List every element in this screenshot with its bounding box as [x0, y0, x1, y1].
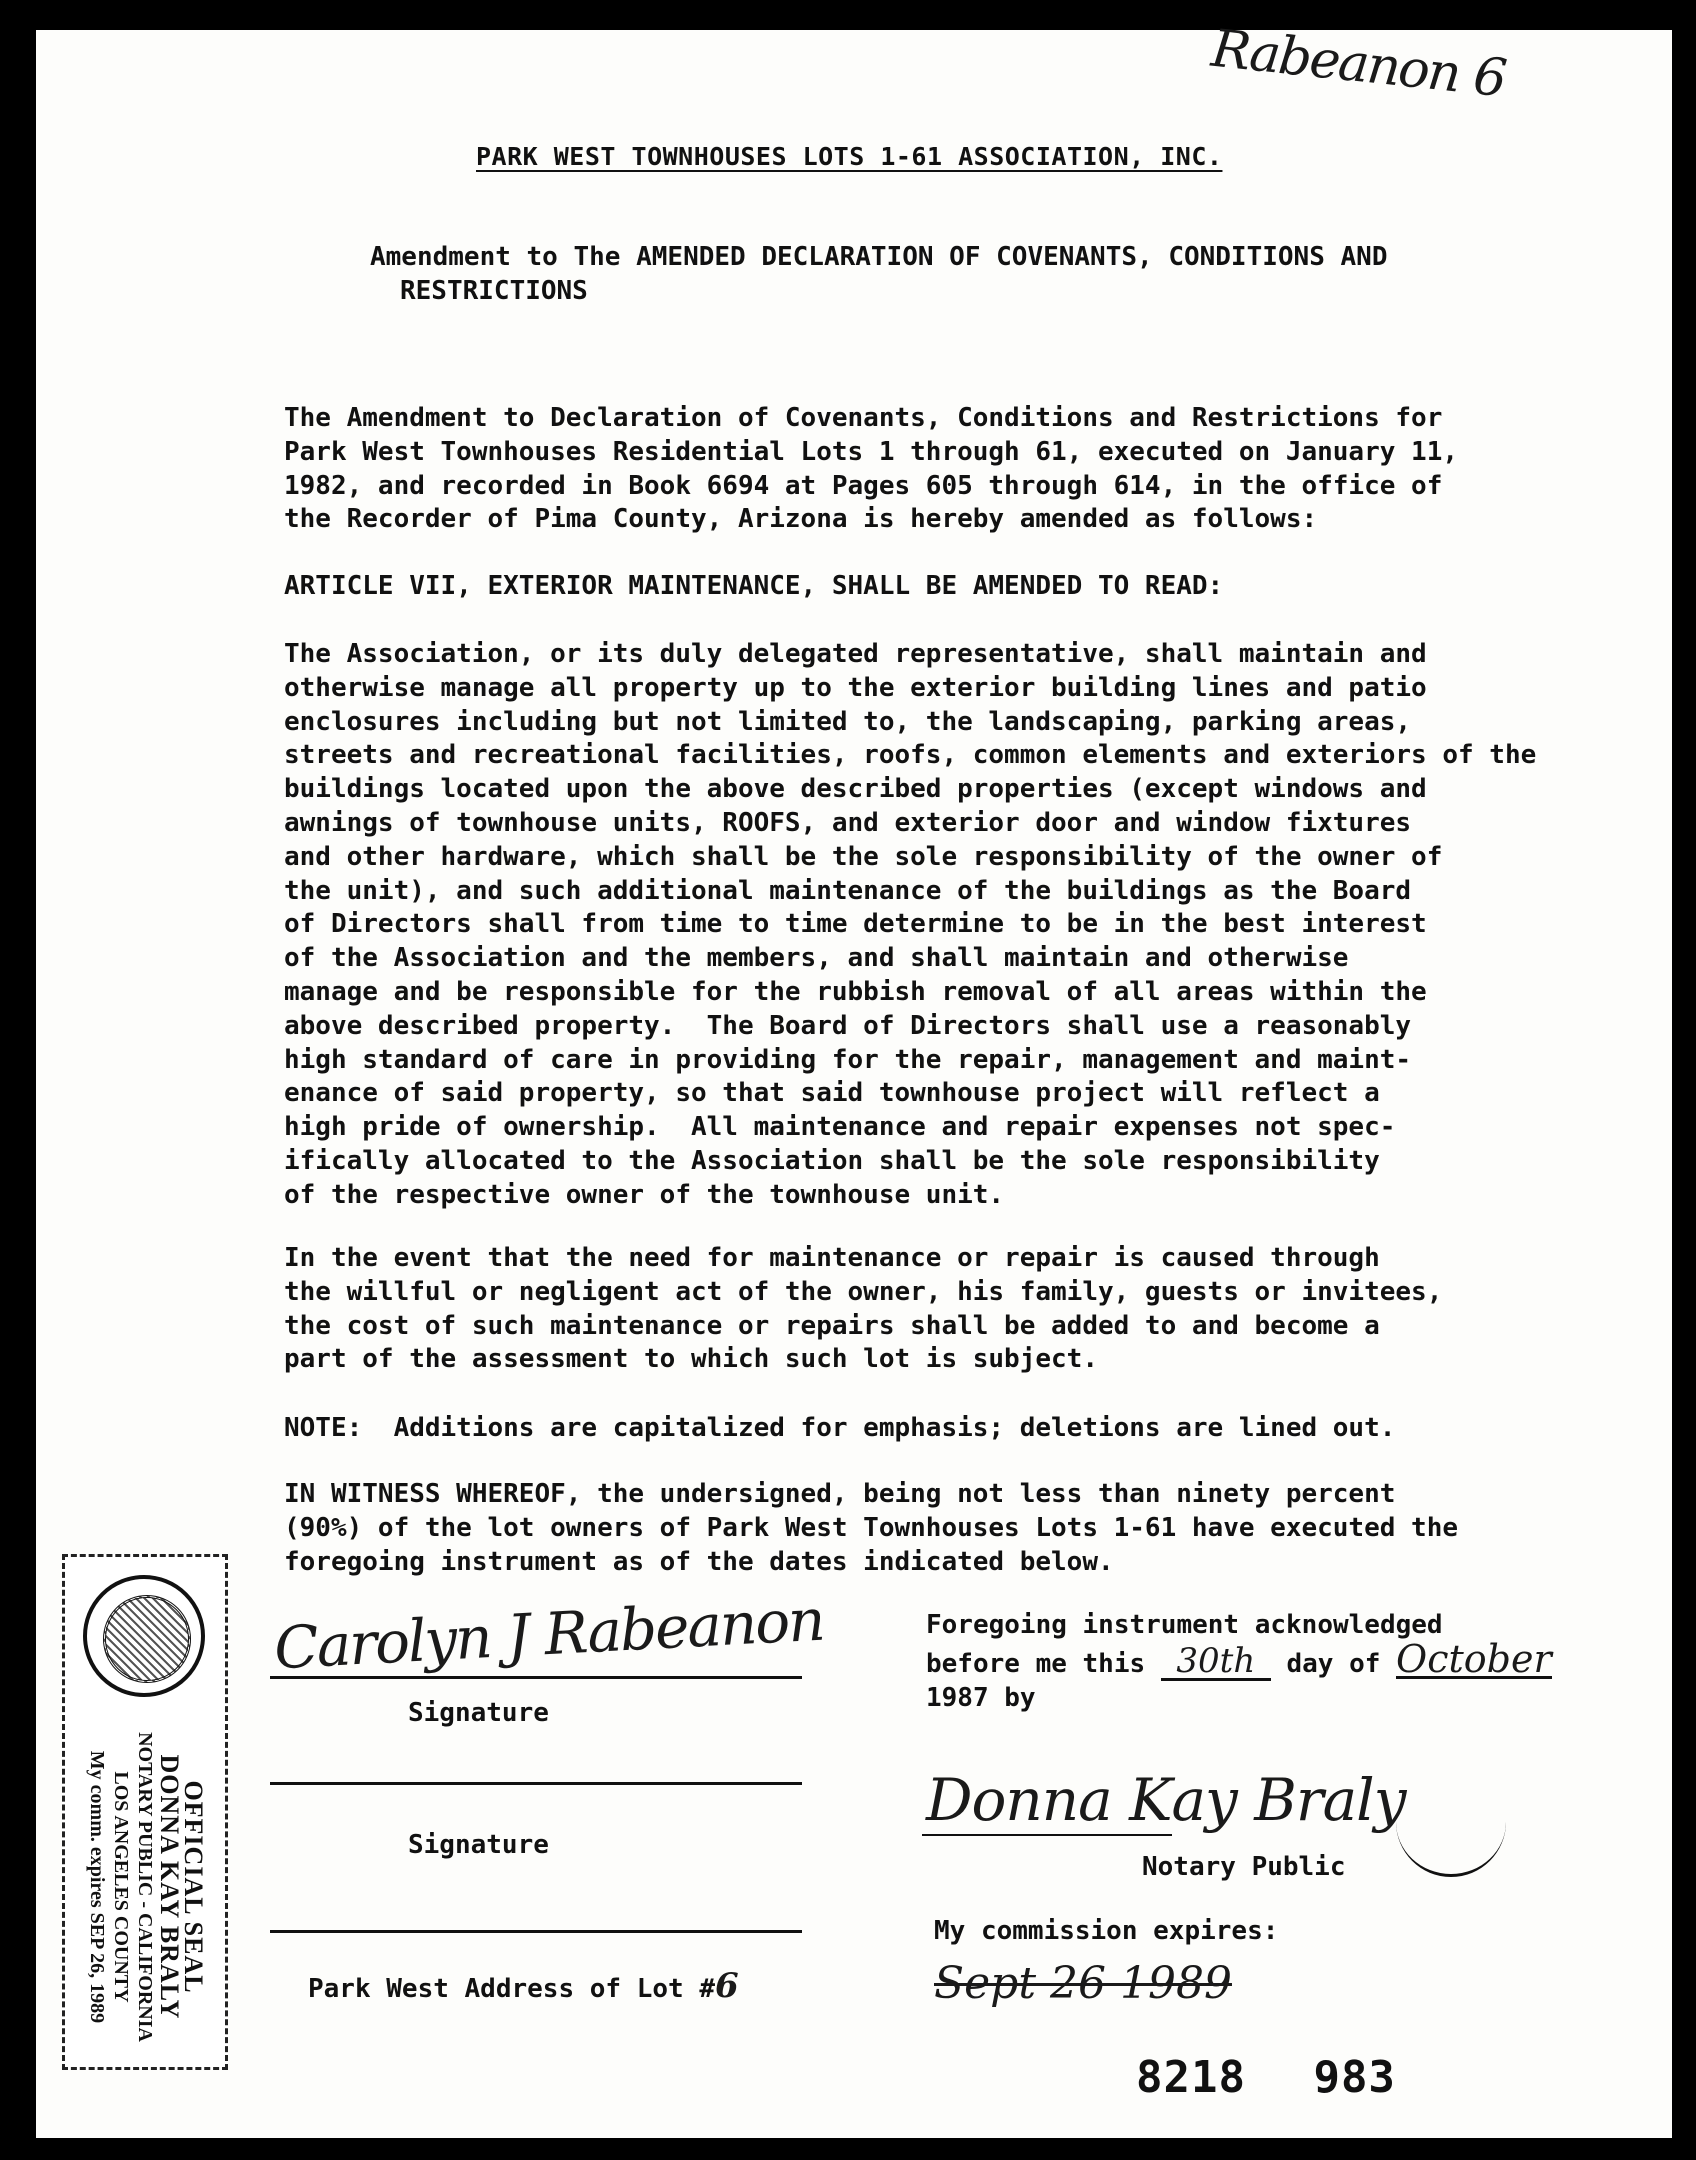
notary-signature-line [922, 1834, 1172, 1836]
note-paragraph: NOTE: Additions are capitalized for emphasis; deletions are lined out. [284, 1413, 1396, 1443]
notary-seal-stamp [62, 1554, 228, 2070]
handwritten-header-note: Rabeanon 6 [1208, 18, 1508, 110]
commission-label: My commission expires: [934, 1916, 1279, 1946]
ack-line-3: 1987 by [926, 1683, 1036, 1713]
seal-text-block [85, 1722, 208, 2052]
seal-line-5: My comm. expires SEP 26, 1989 [86, 1750, 108, 2024]
commission-date: Sept 26 1989 [934, 1958, 1232, 2009]
address-label [308, 1966, 739, 2006]
notary-flourish [1396, 1822, 1506, 1877]
signature-line-1 [270, 1676, 802, 1679]
ack-day: 30th [1161, 1644, 1271, 1681]
signature-label-2: Signature [408, 1830, 549, 1860]
subtitle-line-2: RESTRICTIONS [400, 276, 588, 306]
record-numbers: 8218 983 [1136, 2052, 1396, 2103]
article-heading: ARTICLE VII, EXTERIOR MAINTENANCE, SHALL BE AMENDED TO READ: [284, 571, 1224, 601]
seal-line-2: DONNA KAY BRALY [155, 1754, 184, 2020]
ack-line-2-mid: day of [1286, 1649, 1381, 1679]
ack-line-2 [926, 1637, 1552, 1681]
address-lot-number: 6 [715, 1966, 739, 2006]
seal-line-3: NOTARY PUBLIC - CALIFORNIA [134, 1732, 156, 2042]
seal-line-1: OFFICIAL SEAL [179, 1780, 208, 1994]
state-seal-emblem [83, 1575, 205, 1697]
event-paragraph: In the event that the need for maintenance or repair is caused through the willful or negligent act of the owner, his family, guests or invitees, the cost of such maintenance or repairs shall be added to and become a part of the assessment to which such lot is subject. [284, 1243, 1443, 1375]
ack-line-2-prefix: before me this [926, 1649, 1146, 1679]
ack-line-1: Foregoing instrument acknowledged [926, 1610, 1443, 1640]
address-label-text: Park West Address of Lot # [308, 1974, 715, 2004]
document-subtitle [370, 240, 1550, 308]
witness-paragraph: IN WITNESS WHEREOF, the undersigned, being not less than ninety percent (90%) of the lot owners of Park West Townhouses Lots 1-61 have executed the foregoing instrument as of the dates indicated below. [284, 1479, 1458, 1577]
signature-label-1: Signature [408, 1698, 549, 1728]
address-line [270, 1930, 802, 1933]
subtitle-line-1: Amendment to The AMENDED DECLARATION OF COVENANTS, CONDITIONS AND [370, 242, 1388, 272]
seal-line-4: LOS ANGELES COUNTY [110, 1771, 132, 2003]
document-title: PARK WEST TOWNHOUSES LOTS 1-61 ASSOCIATION, INC. [476, 142, 1223, 171]
acknowledgment-block [926, 1608, 1552, 1715]
notary-signature: Donna Kay Braly [926, 1766, 1406, 1834]
article-paragraph: The Association, or its duly delegated representative, shall maintain and otherwise manage all property up to the exterior building lines and patio enclosures including but not limited to, the landscaping, parking areas, streets and recreational facilities, roofs, common elements and exteriors of the buildings located upon the above described properties (except windows and awnings of townhouse units, ROOFS, and exterior door and window fixtures and other hardware, which shall be the sole responsibility of the owner of the unit), and such additional maintenance of the buildings as the Board of Directors shall from time to time determine to be in the best interest of the Association and the members, and shall maintain and otherwise manage and be responsible for the rubbish removal of all areas within the above described property. The Board of Directors shall use a reasonably high standard of care in providing for the repair, management and maint- enance of said property, so that said townhouse project will reflect a high pride of ownership. All maintenance and repair expenses not spec- ifically allocated to the Association shall be the sole responsibility of the respective owner of the townhouse unit. [284, 639, 1537, 1210]
intro-paragraph: The Amendment to Declaration of Covenants, Conditions and Restrictions for Park West Townhouses Residential Lots 1 through 61, executed on January 11, 1982, and recorded in Book 6694 at Pages 605 through 614, in the office of the Recorder of Pima County, Arizona is hereby amended as follows: [284, 403, 1458, 535]
signature-line-2 [270, 1782, 802, 1785]
notary-label: Notary Public [1142, 1852, 1346, 1882]
handwritten-signature-1: Carolyn J Rabeanon [272, 1585, 826, 1683]
ack-month: October [1396, 1637, 1552, 1681]
document-page [36, 18, 1672, 2138]
